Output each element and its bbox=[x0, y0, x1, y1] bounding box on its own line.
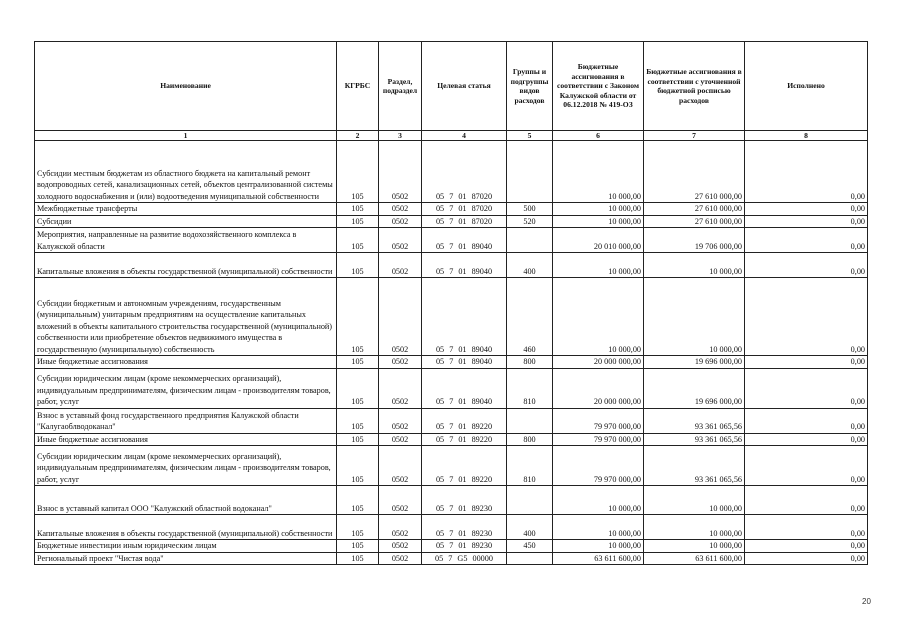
row-section: 0502 bbox=[379, 215, 422, 228]
row-law-amount: 63 611 600,00 bbox=[553, 552, 644, 565]
table-row bbox=[35, 408, 868, 433]
row-section: 0502 bbox=[379, 356, 422, 369]
row-section: 0502 bbox=[379, 141, 422, 203]
table-row bbox=[35, 552, 868, 565]
row-executed-amount: 0,00 bbox=[745, 215, 868, 228]
table-row bbox=[35, 203, 868, 216]
row-group bbox=[507, 408, 553, 433]
table-row bbox=[35, 515, 868, 540]
row-refined-amount: 10 000,00 bbox=[644, 278, 745, 356]
row-executed-amount: 0,00 bbox=[745, 552, 868, 565]
row-executed-amount: 0,00 bbox=[745, 408, 868, 433]
row-group: 460 bbox=[507, 278, 553, 356]
row-name: Субсидии bbox=[35, 215, 337, 228]
row-target: 05 7 01 89040 bbox=[422, 356, 507, 369]
row-executed-amount: 0,00 bbox=[745, 253, 868, 278]
column-number: 2 bbox=[337, 131, 379, 141]
row-executed-amount: 0,00 bbox=[745, 278, 868, 356]
row-refined-amount: 19 706 000,00 bbox=[644, 228, 745, 253]
row-refined-amount: 10 000,00 bbox=[644, 253, 745, 278]
row-executed-amount: 0,00 bbox=[745, 486, 868, 515]
row-target: 05 7 01 89220 bbox=[422, 408, 507, 433]
row-kgrbs: 105 bbox=[337, 540, 379, 553]
row-refined-amount: 19 696 000,00 bbox=[644, 368, 745, 408]
row-kgrbs: 105 bbox=[337, 278, 379, 356]
column-number: 3 bbox=[379, 131, 422, 141]
row-executed-amount: 0,00 bbox=[745, 515, 868, 540]
row-group: 500 bbox=[507, 203, 553, 216]
table-row bbox=[35, 540, 868, 553]
row-name: Субсидии юридическим лицам (кроме некоммерческих организаций), индивидуальным предпринимателям, физическим лицам - производителям товаров, работ, услуг bbox=[35, 446, 337, 486]
row-name: Иные бюджетные ассигнования bbox=[35, 433, 337, 446]
row-group bbox=[507, 486, 553, 515]
row-law-amount: 10 000,00 bbox=[553, 215, 644, 228]
row-target: 05 7 01 89220 bbox=[422, 433, 507, 446]
row-refined-amount: 19 696 000,00 bbox=[644, 356, 745, 369]
row-target: 05 7 01 89220 bbox=[422, 446, 507, 486]
row-section: 0502 bbox=[379, 278, 422, 356]
column-number: 1 bbox=[35, 131, 337, 141]
column-number: 7 bbox=[644, 131, 745, 141]
row-law-amount: 10 000,00 bbox=[553, 141, 644, 203]
header-section: Раздел, подраздел bbox=[379, 42, 422, 131]
row-section: 0502 bbox=[379, 433, 422, 446]
row-kgrbs: 105 bbox=[337, 433, 379, 446]
table-row bbox=[35, 228, 868, 253]
row-law-amount: 20 000 000,00 bbox=[553, 356, 644, 369]
row-group bbox=[507, 228, 553, 253]
row-group: 800 bbox=[507, 433, 553, 446]
row-target: 05 7 01 87020 bbox=[422, 203, 507, 216]
row-group: 810 bbox=[507, 368, 553, 408]
row-name: Капитальные вложения в объекты государственной (муниципальной) собственности bbox=[35, 253, 337, 278]
page-number: 20 bbox=[862, 597, 871, 606]
row-group bbox=[507, 141, 553, 203]
table-row bbox=[35, 253, 868, 278]
column-number-row bbox=[35, 131, 868, 141]
row-law-amount: 20 000 000,00 bbox=[553, 368, 644, 408]
row-name: Субсидии бюджетным и автономным учреждениям, государственным (муниципальным) унитарным предприятиям на осуществление капитальных вложений в объекты капитального строительства государственной (муниципальной) собственности или приобретение объектов недвижимого имущества в государственную (муниципальную) собственность bbox=[35, 278, 337, 356]
header-refined: Бюджетные ассигнования в соответствии с уточненной бюджетной росписью расходов bbox=[644, 42, 745, 131]
column-number: 8 bbox=[745, 131, 868, 141]
row-refined-amount: 10 000,00 bbox=[644, 540, 745, 553]
row-law-amount: 10 000,00 bbox=[553, 540, 644, 553]
row-kgrbs: 105 bbox=[337, 408, 379, 433]
row-kgrbs: 105 bbox=[337, 203, 379, 216]
row-name: Взнос в уставный капитал ООО "Калужский областной водоканал" bbox=[35, 486, 337, 515]
row-law-amount: 10 000,00 bbox=[553, 486, 644, 515]
table-row bbox=[35, 446, 868, 486]
header-row bbox=[35, 42, 868, 131]
row-target: 05 7 01 87020 bbox=[422, 215, 507, 228]
row-section: 0502 bbox=[379, 486, 422, 515]
row-name: Субсидии местным бюджетам из областного бюджета на капитальный ремонт водопроводных сетей, канализационных сетей, объектов централизованной системы холодного водоснабжения и (или) водоотведения муниципальной собственности bbox=[35, 141, 337, 203]
row-refined-amount: 93 361 065,56 bbox=[644, 446, 745, 486]
table-row bbox=[35, 368, 868, 408]
row-name: Межбюджетные трансферты bbox=[35, 203, 337, 216]
table-row bbox=[35, 356, 868, 369]
row-target: 05 7 01 89230 bbox=[422, 515, 507, 540]
row-group: 400 bbox=[507, 515, 553, 540]
row-target: 05 7 01 89040 bbox=[422, 228, 507, 253]
row-executed-amount: 0,00 bbox=[745, 368, 868, 408]
header-executed: Исполнено bbox=[745, 42, 868, 131]
row-executed-amount: 0,00 bbox=[745, 540, 868, 553]
row-name: Субсидии юридическим лицам (кроме некоммерческих организаций), индивидуальным предпринимателям, физическим лицам - производителям товаров, работ, услуг bbox=[35, 368, 337, 408]
row-section: 0502 bbox=[379, 552, 422, 565]
row-kgrbs: 105 bbox=[337, 215, 379, 228]
row-group: 400 bbox=[507, 253, 553, 278]
row-executed-amount: 0,00 bbox=[745, 446, 868, 486]
header-group: Группы и подгруппы видов расходов bbox=[507, 42, 553, 131]
table-row bbox=[35, 433, 868, 446]
row-group: 800 bbox=[507, 356, 553, 369]
row-executed-amount: 0,00 bbox=[745, 228, 868, 253]
row-kgrbs: 105 bbox=[337, 253, 379, 278]
row-target: 05 7 01 87020 bbox=[422, 141, 507, 203]
row-target: 05 7 01 89230 bbox=[422, 540, 507, 553]
row-law-amount: 10 000,00 bbox=[553, 253, 644, 278]
table-row bbox=[35, 141, 868, 203]
row-group: 810 bbox=[507, 446, 553, 486]
row-name: Мероприятия, направленные на развитие водохозяйственного комплекса в Калужской области bbox=[35, 228, 337, 253]
row-section: 0502 bbox=[379, 446, 422, 486]
row-executed-amount: 0,00 bbox=[745, 203, 868, 216]
row-section: 0502 bbox=[379, 515, 422, 540]
table-row bbox=[35, 215, 868, 228]
row-target: 05 7 01 89040 bbox=[422, 278, 507, 356]
row-executed-amount: 0,00 bbox=[745, 356, 868, 369]
row-executed-amount: 0,00 bbox=[745, 141, 868, 203]
row-section: 0502 bbox=[379, 253, 422, 278]
row-refined-amount: 27 610 000,00 bbox=[644, 215, 745, 228]
row-executed-amount: 0,00 bbox=[745, 433, 868, 446]
row-target: 05 7 01 89040 bbox=[422, 368, 507, 408]
row-law-amount: 10 000,00 bbox=[553, 278, 644, 356]
row-group: 450 bbox=[507, 540, 553, 553]
row-section: 0502 bbox=[379, 408, 422, 433]
row-group: 520 bbox=[507, 215, 553, 228]
row-name: Взнос в уставный фонд государственного предприятия Калужской области "Калугаоблводоканал" bbox=[35, 408, 337, 433]
row-refined-amount: 10 000,00 bbox=[644, 515, 745, 540]
header-law: Бюджетные ассигнования в соответствии с Законом Калужской области от 06.12.2018 № 419-ОЗ bbox=[553, 42, 644, 131]
column-number: 5 bbox=[507, 131, 553, 141]
row-kgrbs: 105 bbox=[337, 486, 379, 515]
row-refined-amount: 63 611 600,00 bbox=[644, 552, 745, 565]
budget-table bbox=[34, 41, 868, 565]
row-law-amount: 20 010 000,00 bbox=[553, 228, 644, 253]
row-law-amount: 79 970 000,00 bbox=[553, 446, 644, 486]
row-refined-amount: 27 610 000,00 bbox=[644, 141, 745, 203]
row-refined-amount: 93 361 065,56 bbox=[644, 408, 745, 433]
row-section: 0502 bbox=[379, 540, 422, 553]
header-name: Наименование bbox=[35, 42, 337, 131]
table-row bbox=[35, 486, 868, 515]
row-law-amount: 10 000,00 bbox=[553, 515, 644, 540]
row-target: 05 7 01 89230 bbox=[422, 486, 507, 515]
row-name: Бюджетные инвестиции иным юридическим лицам bbox=[35, 540, 337, 553]
column-number: 6 bbox=[553, 131, 644, 141]
row-target: 05 7 01 89040 bbox=[422, 253, 507, 278]
row-kgrbs: 105 bbox=[337, 356, 379, 369]
row-group bbox=[507, 552, 553, 565]
row-kgrbs: 105 bbox=[337, 228, 379, 253]
row-refined-amount: 27 610 000,00 bbox=[644, 203, 745, 216]
row-target: 05 7 G5 00000 bbox=[422, 552, 507, 565]
row-name: Региональный проект "Чистая вода" bbox=[35, 552, 337, 565]
header-target: Целевая статья bbox=[422, 42, 507, 131]
row-section: 0502 bbox=[379, 203, 422, 216]
row-kgrbs: 105 bbox=[337, 515, 379, 540]
table-row bbox=[35, 278, 868, 356]
row-law-amount: 79 970 000,00 bbox=[553, 408, 644, 433]
row-law-amount: 79 970 000,00 bbox=[553, 433, 644, 446]
header-kgrbs: КГРБС bbox=[337, 42, 379, 131]
row-name: Капитальные вложения в объекты государственной (муниципальной) собственности bbox=[35, 515, 337, 540]
row-kgrbs: 105 bbox=[337, 552, 379, 565]
row-section: 0502 bbox=[379, 368, 422, 408]
row-law-amount: 10 000,00 bbox=[553, 203, 644, 216]
row-refined-amount: 10 000,00 bbox=[644, 486, 745, 515]
column-number: 4 bbox=[422, 131, 507, 141]
row-section: 0502 bbox=[379, 228, 422, 253]
row-refined-amount: 93 361 065,56 bbox=[644, 433, 745, 446]
row-name: Иные бюджетные ассигнования bbox=[35, 356, 337, 369]
row-kgrbs: 105 bbox=[337, 141, 379, 203]
row-kgrbs: 105 bbox=[337, 368, 379, 408]
row-kgrbs: 105 bbox=[337, 446, 379, 486]
